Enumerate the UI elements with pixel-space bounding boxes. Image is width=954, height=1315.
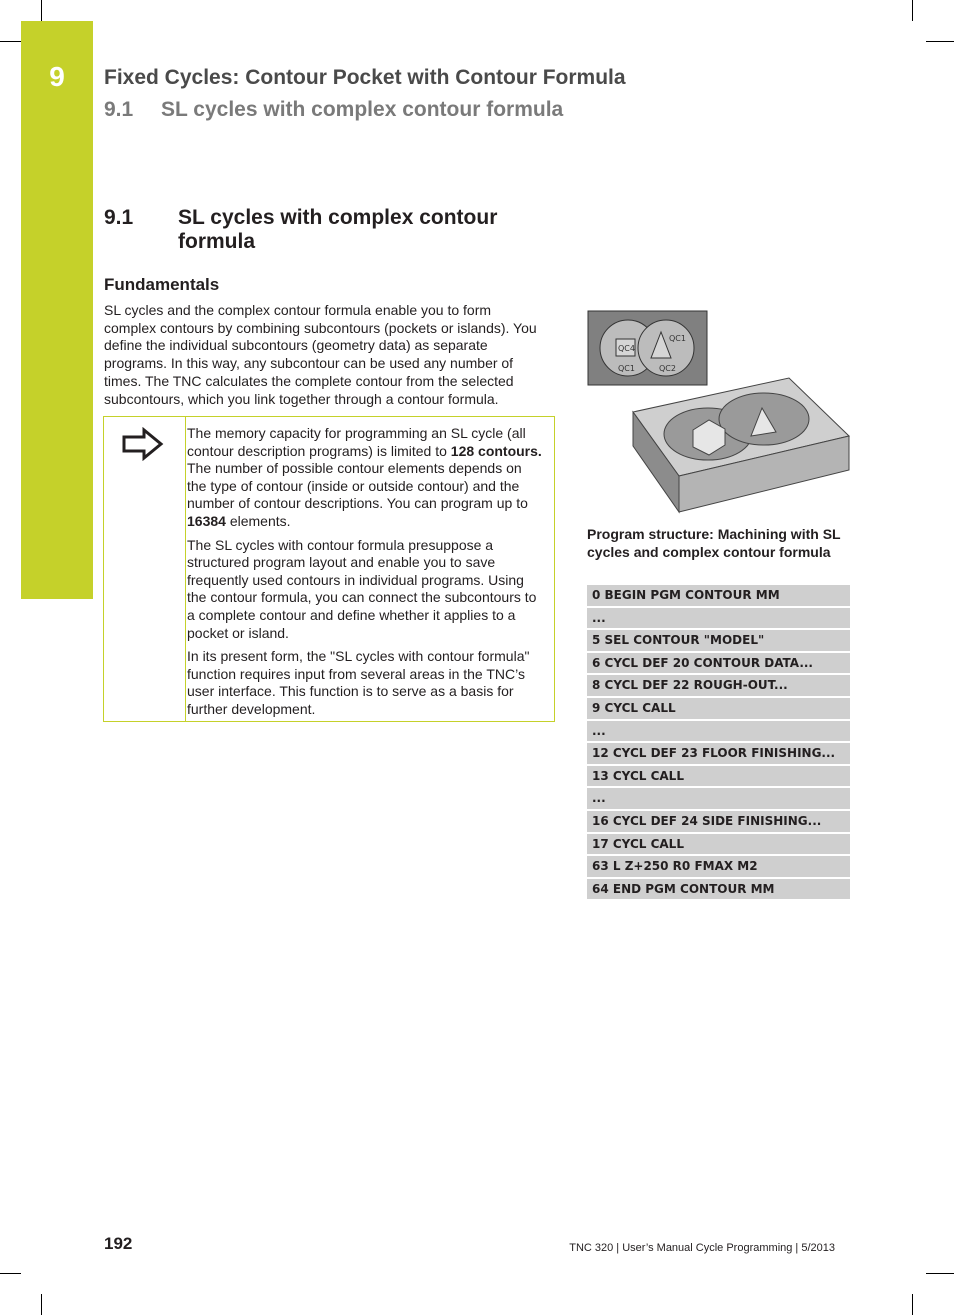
code-line: 9 CYCL CALL: [587, 698, 850, 719]
note-bold: 128 contours.: [450, 442, 542, 459]
crop-mark: [0, 1273, 21, 1274]
code-line: 5 SEL CONTOUR "MODEL": [587, 630, 850, 651]
arrow-right-icon: [120, 427, 166, 466]
crop-mark: [41, 1294, 42, 1315]
section-title: SL cycles with complex contour formula: [178, 206, 498, 253]
program-structure-title: Program structure: Machining with SL cycles and complex contour formula: [587, 526, 841, 560]
running-header-section: [104, 98, 563, 122]
note-divider: [185, 417, 186, 721]
program-listing: [587, 585, 850, 901]
code-line: 6 CYCL DEF 20 CONTOUR DATA...: [587, 653, 850, 674]
code-line: 8 CYCL DEF 22 ROUGH-OUT...: [587, 675, 850, 696]
label-qc1-top: QC1: [669, 334, 686, 343]
footer-text: TNC 320 | User’s Manual Cycle Programming | 5/2013: [569, 1242, 835, 1254]
label-qc1: QC1: [618, 364, 635, 373]
code-line: 63 L Z+250 R0 FMAX M2: [587, 856, 850, 877]
note-paragraph: [187, 425, 543, 531]
running-header-chapter: Fixed Cycles: Contour Pocket with Contour Formula: [104, 66, 626, 89]
code-line: ...: [587, 788, 850, 809]
note-paragraph: The SL cycles with contour formula presuppose a structured program layout and enable you to save frequently used contours in individual programs. Using the contour formula, you can connect the subcontours to a complete contour and define whether it applies to a pocket or island.: [187, 536, 537, 641]
chapter-number: 9: [49, 61, 65, 92]
note-text: The number of possible contour elements depends on the type of contour (inside or outside contour) and the number of contour descriptions. You can program up to: [187, 460, 528, 512]
code-line: 16 CYCL DEF 24 SIDE FINISHING...: [587, 811, 850, 832]
note-body: [187, 425, 543, 725]
fundamentals-paragraph: SL cycles and the complex contour formula enable you to form complex contours by combining subcontours (pockets or islands). You define the individual subcontours (geometry data) as separate programs. In this way, any subcontour can be used any number of times. The TNC calculates the complete contour from the selected subcontours, which you link together through a contour formula.: [104, 302, 537, 407]
note-text: The memory capacity for programming an SL cycle (all contour description programs) is limited to: [187, 425, 526, 459]
page-number: 192: [104, 1234, 133, 1253]
code-line: ...: [587, 721, 850, 742]
crop-mark: [41, 0, 42, 21]
code-line: 12 CYCL DEF 23 FLOOR FINISHING...: [587, 743, 850, 764]
note-bold: 16384: [187, 512, 226, 529]
code-line: ...: [587, 608, 850, 629]
code-line: 13 CYCL CALL: [587, 766, 850, 787]
contour-illustration: [587, 310, 851, 525]
label-qc2: QC2: [659, 364, 676, 373]
running-section-title: SL cycles with complex contour formula: [161, 98, 564, 121]
chapter-tab: [21, 21, 93, 599]
note-paragraph: In its present form, the "SL cycles with contour formula" function requires input from several areas in the TNC’s user interface. This function is to serve as a basis for further development.: [187, 648, 530, 717]
note-text: elements.: [225, 512, 291, 529]
running-section-number: 9.1: [104, 98, 134, 121]
crop-mark: [926, 1273, 954, 1274]
code-line: 17 CYCL CALL: [587, 834, 850, 855]
code-line: 64 END PGM CONTOUR MM: [587, 879, 850, 900]
crop-mark: [912, 1294, 913, 1315]
code-line: 0 BEGIN PGM CONTOUR MM: [587, 585, 850, 606]
crop-mark: [912, 0, 913, 21]
fundamentals-heading: Fundamentals: [104, 275, 220, 294]
crop-mark: [0, 41, 21, 42]
label-qc4: QC4: [618, 344, 635, 353]
section-number: 9.1: [104, 206, 134, 229]
crop-mark: [926, 41, 954, 42]
note-box: [103, 416, 555, 722]
